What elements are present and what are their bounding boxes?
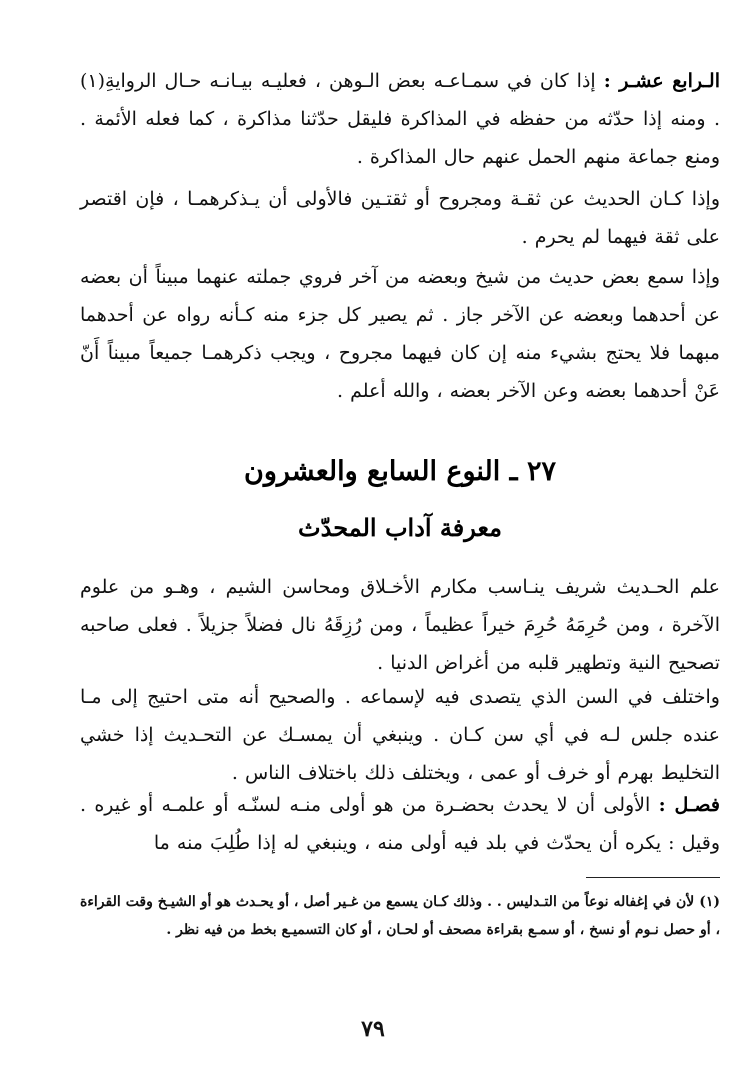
footnote: (١) لأن في إغفاله نوعاً من التـدليس . . وذلك كـان يسمع من غـير أصل ، أو يحـدث هو أو الشيـخ وقت القراءة ، أو حصل نـوم أو نسخ ، أو سمـع بقراءة مصحف أو لحـان ، أو كان التسميـع بخط من فيه نظر . [80, 894, 720, 938]
paragraph-age-of-narration [80, 678, 720, 792]
paragraph-trusted-narrators [80, 180, 720, 256]
paragraph-partial-hadith [80, 258, 720, 410]
footnote-divider [586, 877, 720, 878]
paragraph-text: وإذا كـان الحديث عن ثقـة ومجروح أو ثقتـين فالأولى أن يـذكرهمـا ، فإن اقتصر على ثقة فيهما لم يحرم . [80, 188, 720, 248]
paragraph-text: الأولى أن لا يحدث بحضـرة من هو أولى منـه لسنّـه أو علمـه أو غيره . وقيل : يكره أن يحدّث في بلد فيه أولى منه ، وينبغي له إذا طُلِبَ منه ما [80, 794, 720, 854]
section-heading: ٢٧ ـ النوع السابع والعشرون [243, 456, 557, 487]
paragraph-text: وإذا سمع بعض حديث من شيخ وبعضه من آخر فروي جملته عنهما مبيناً أن بعضه عن أحدهما وبعضه عن الآخر جاز . ثم يصير كل جزء منه كـأنه رواه عن أحدهما مبهما فلا يحتج بشيء منه إن كان فيهما مجروح ، ويجب ذكرهمـا جميعاً مبيناً أَنّ عَنْ أحدهما بعضه وعن الآخر بعضه ، والله أعلم . [80, 266, 720, 402]
paragraph-text: إذا كان في سمـاعـه بعض الـوهن ، فعليـه بيـانـه حـال الروايةِ(١) . ومنه إذا حدّثه من حفظه في المذاكرة فليقل حدّثنا مذاكرة ، كما فعله الأئمة . ومنع جماعة منهم الحمل عنهم حال المذاكرة . [80, 70, 720, 168]
page-number: ٧٩ [361, 1016, 385, 1042]
paragraph-text: علم الحـديث شريف ينـاسب مكارم الأخـلاق ومحاسن الشيم ، وهـو من علوم الآخرة ، ومن حُرِمَهُ حُرِمَ خيراً عظيماً ، ومن رُزِقَهُ نال فضلاً جزيلاً . فعلى صاحبه تصحيح النية وتطهير قلبه من أغراض الدنيا . [80, 576, 720, 674]
paragraph-text: واختلف في السن الذي يتصدى فيه لإسماعه . والصحيح أنه متى احتيج إلى مـا عنده جلس لـه في أي سن كـان . وينبغي أن يمسـك عن التحـديث إذا خشي التخليط بهرم أو خرف أو عمى ، ويختلف ذلك باختلاف الناس . [80, 686, 720, 784]
paragraph-lead-label: فصـل : [658, 794, 720, 816]
paragraph-lead-label: الـرابع عشـر : [603, 70, 720, 92]
section-subtitle: معرفة آداب المحدّث [298, 513, 502, 542]
paragraph-fourteenth [80, 62, 720, 176]
paragraph-hadith-science [80, 568, 720, 682]
paragraph-section-note [80, 786, 720, 862]
